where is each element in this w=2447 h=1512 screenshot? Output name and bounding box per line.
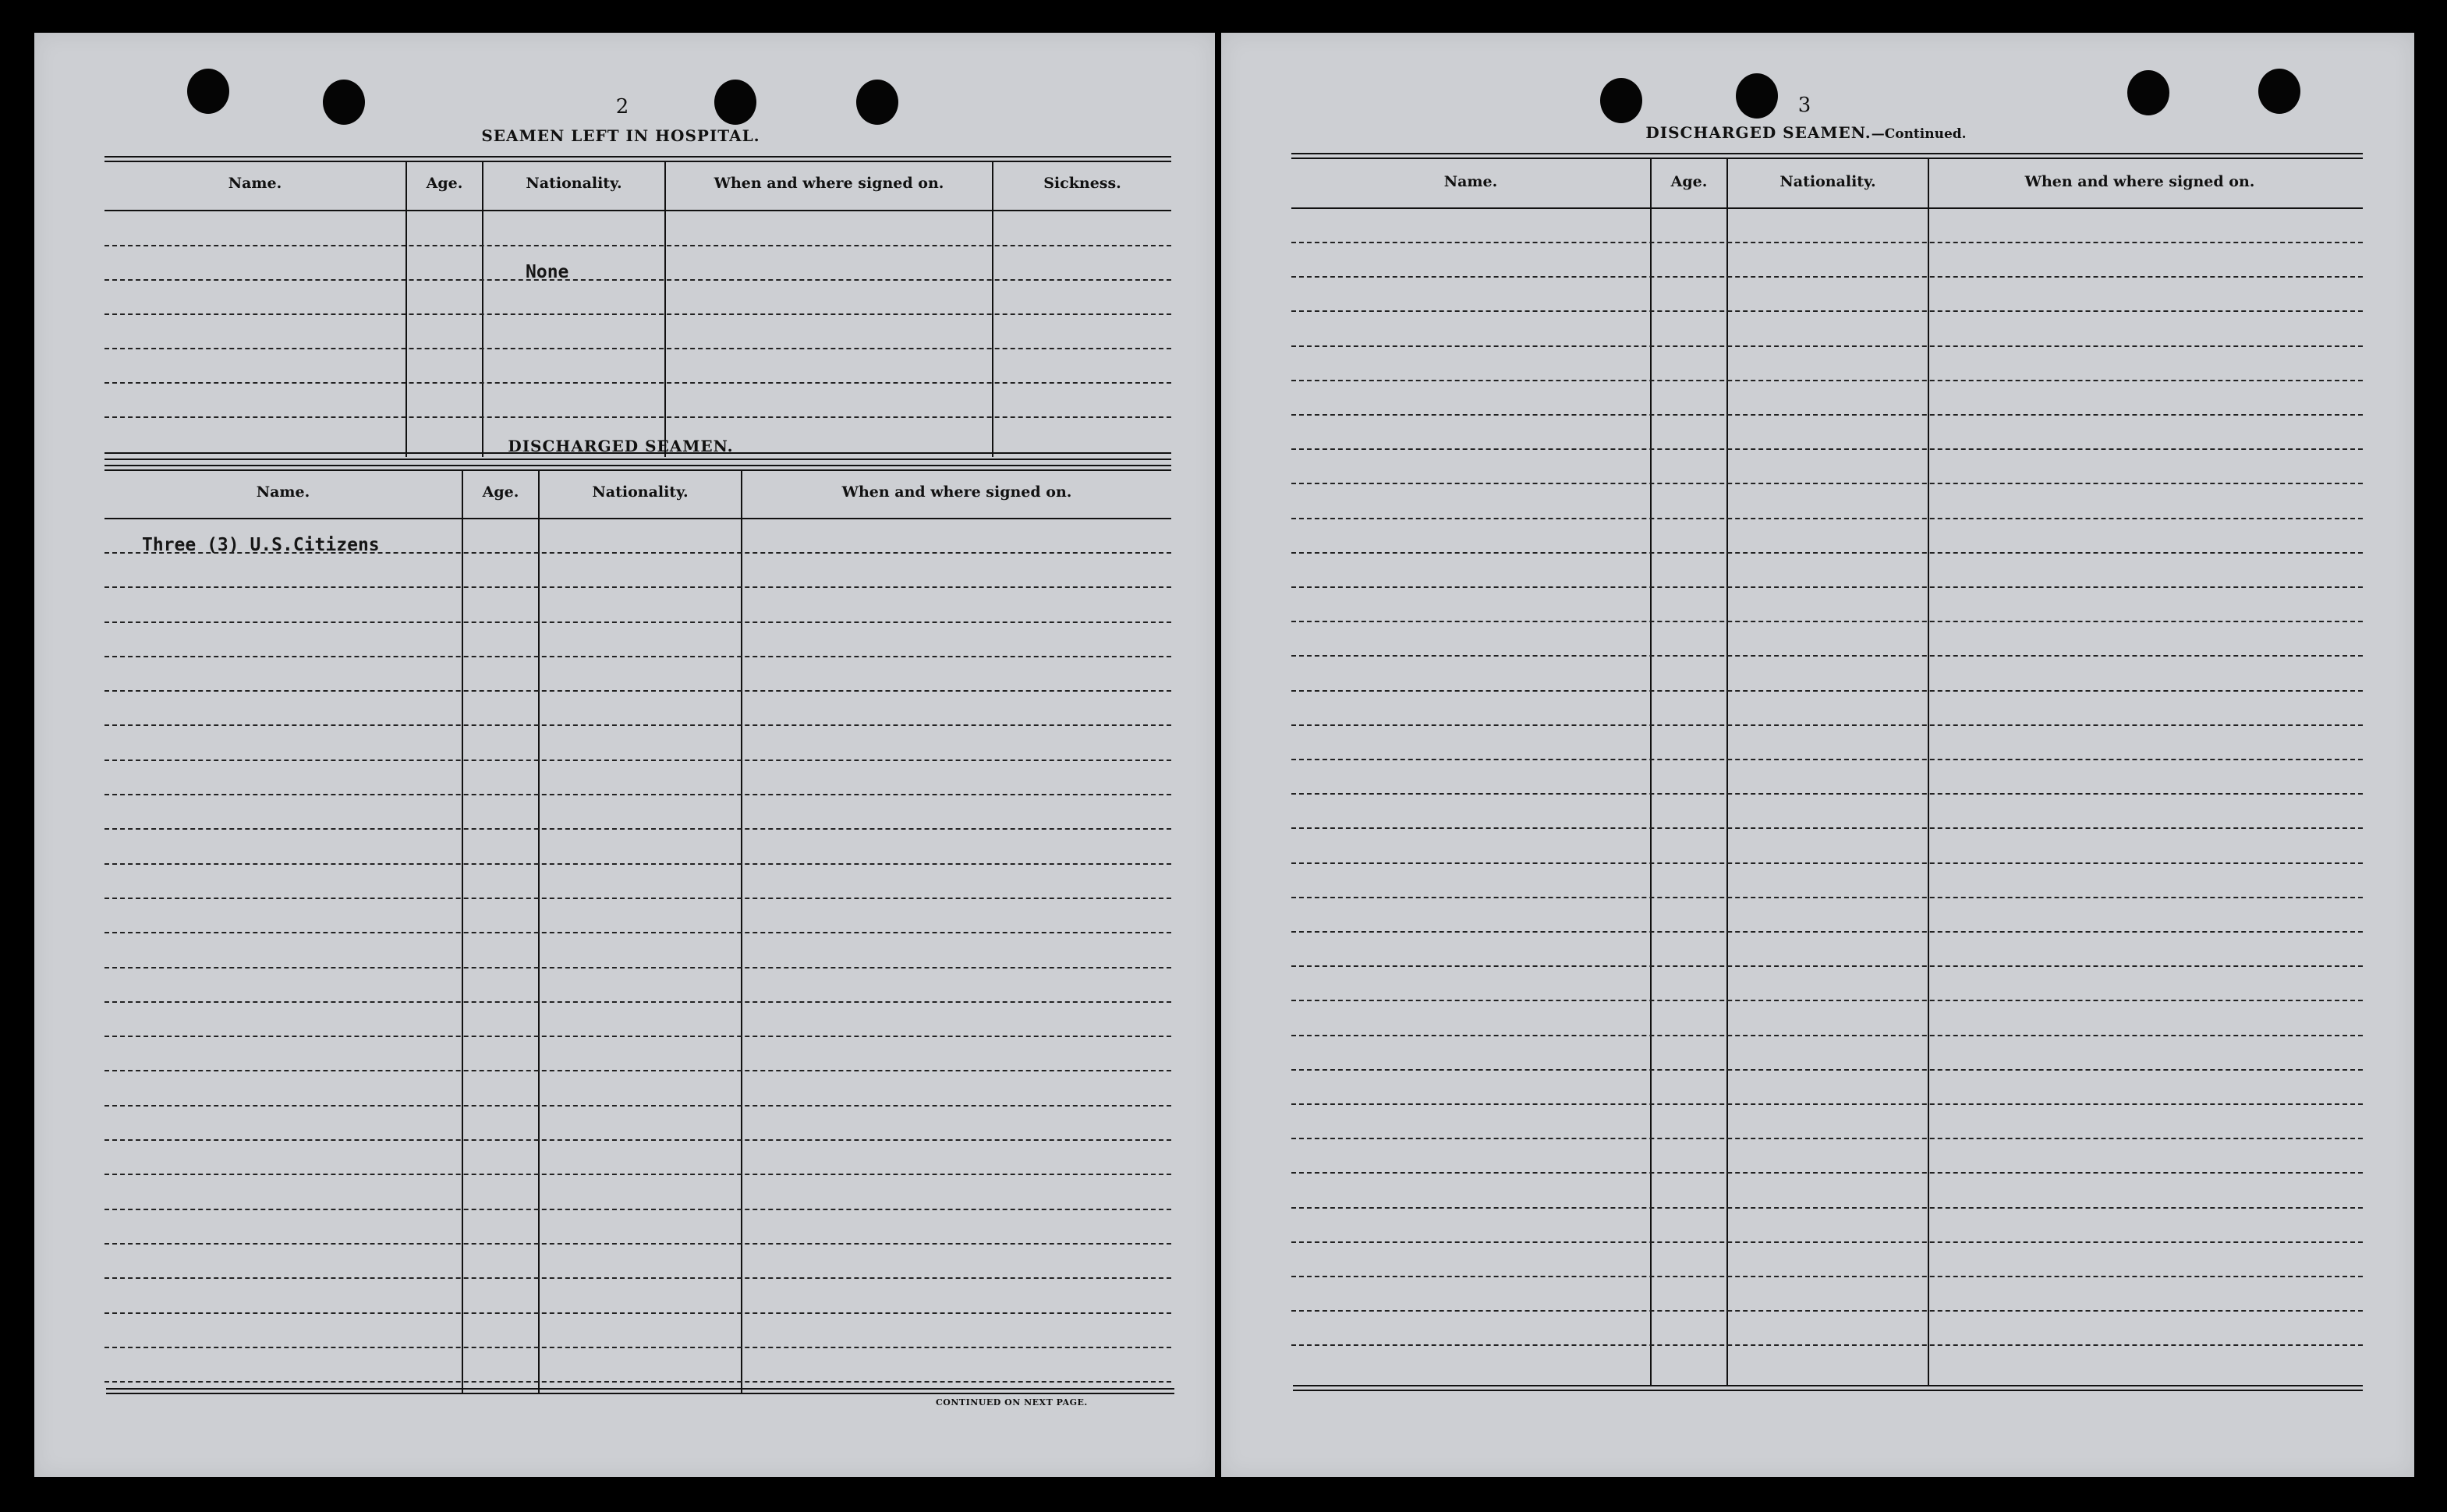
entry-line [104,1070,1171,1071]
entry-line [1291,1172,2363,1174]
entry-line [1291,310,2363,312]
entry-line [104,348,1171,349]
entry-line [104,279,1171,281]
entry-line [104,621,1171,623]
entry-line [1291,414,2363,416]
footer-note: CONTINUED ON NEXT PAGE. [936,1397,1088,1408]
column-divider [992,162,993,457]
entry-line [104,690,1171,692]
entry-line [104,1036,1171,1037]
entry-line [104,863,1171,865]
entry-line [104,1209,1171,1210]
entry-line [104,416,1171,418]
entry-line [1291,1241,2363,1243]
entry-line [104,1139,1171,1141]
punch-hole [2258,69,2300,114]
section-title-text: DISCHARGED SEAMEN. [1645,123,1872,142]
punch-hole [714,80,756,125]
entry-line [104,1347,1171,1348]
entry-line [1291,380,2363,381]
table-bottom-rule [1293,1385,2363,1386]
punch-hole [1736,73,1778,119]
table-bottom-rule [104,459,1171,460]
header-rule [104,210,1171,211]
entry-line [104,828,1171,830]
column-header-nationality: Nationality. [526,175,622,192]
entry-line [104,794,1171,795]
entry-line [1291,862,2363,864]
column-header-sickness: Sickness. [1043,175,1121,192]
column-divider [1650,159,1652,1385]
column-header-name: Name. [256,483,310,501]
column-header-signed-on: When and where signed on. [714,175,944,192]
entry-line [1291,827,2363,829]
column-header-nationality: Nationality. [1779,173,1876,190]
hospital-entry: None [526,262,569,282]
entry-line [1291,655,2363,657]
entry-line [1291,552,2363,554]
table-top-rule [1291,158,2363,159]
entry-line [1291,586,2363,588]
page-number: 2 [615,95,629,119]
entry-line [1291,242,2363,243]
entry-line [1291,276,2363,278]
entry-line [104,245,1171,246]
entry-line [1291,793,2363,795]
column-divider [1726,159,1728,1385]
column-divider [482,162,483,457]
entry-line [1291,1103,2363,1105]
entry-line [1291,1310,2363,1312]
column-divider [664,162,666,457]
entry-line [104,898,1171,899]
table-bottom-rule [1293,1390,2363,1391]
table-bottom-rule [106,1388,1174,1390]
entry-line [104,967,1171,968]
right-page [1221,33,2414,1477]
left-page [34,33,1215,1477]
entry-line [104,586,1171,588]
column-divider [1928,159,1929,1385]
punch-hole [323,80,365,125]
entry-line [104,552,1171,554]
column-header-nationality: Nationality. [592,483,689,501]
entry-line [104,760,1171,761]
column-header-age: Age. [1670,173,1708,190]
column-header-signed-on: When and where signed on. [2024,173,2255,190]
header-rule [104,518,1171,519]
entry-line [104,1312,1171,1314]
column-header-signed-on: When and where signed on. [841,483,1072,501]
section-title-suffix: —Continued. [1871,126,1967,142]
punch-hole [1600,78,1642,123]
table-top-rule [104,469,1171,471]
table-top-rule [104,465,1171,466]
table-top-rule [104,156,1171,158]
punch-hole [187,69,229,114]
entry-line [1291,1035,2363,1036]
entry-line [1291,965,2363,967]
column-header-age: Age. [426,175,463,192]
entry-line [104,656,1171,657]
column-divider [405,162,407,457]
hospital-section-title: SEAMEN LEFT IN HOSPITAL. [481,126,760,145]
entry-line [1291,345,2363,347]
column-header-name: Name. [1443,173,1498,190]
entry-line [104,1277,1171,1279]
entry-line [104,932,1171,933]
entry-line [104,1243,1171,1245]
entry-line [104,1174,1171,1175]
punch-hole [2127,70,2169,115]
entry-line [104,382,1171,384]
page-number: 3 [1797,94,1811,117]
entry-line [1291,931,2363,933]
entry-line [104,1381,1171,1383]
entry-line [1291,1069,2363,1071]
entry-line [1291,1276,2363,1277]
discharged-section-title: DISCHARGED SEAMEN. [508,437,734,455]
entry-line [104,1105,1171,1107]
discharged-continued-title [1645,123,1966,142]
punch-hole [856,80,898,125]
entry-line [1291,759,2363,760]
table-top-rule [1291,153,2363,154]
column-header-age: Age. [482,483,519,501]
entry-line [1291,1344,2363,1346]
entry-line [1291,690,2363,692]
column-header-name: Name. [228,175,282,192]
table-bottom-rule [106,1393,1174,1394]
entry-line [1291,518,2363,519]
entry-line [1291,1207,2363,1209]
entry-line [104,724,1171,726]
entry-line [1291,1138,2363,1139]
discharged-entry: Three (3) U.S.Citizens [142,535,380,555]
header-rule [1291,207,2363,209]
table-top-rule [104,161,1171,162]
entry-line [1291,1000,2363,1001]
entry-line [104,1001,1171,1003]
entry-line [1291,448,2363,450]
entry-line [1291,621,2363,622]
entry-line [1291,897,2363,898]
entry-line [104,313,1171,315]
entry-line [1291,483,2363,484]
entry-line [1291,724,2363,726]
